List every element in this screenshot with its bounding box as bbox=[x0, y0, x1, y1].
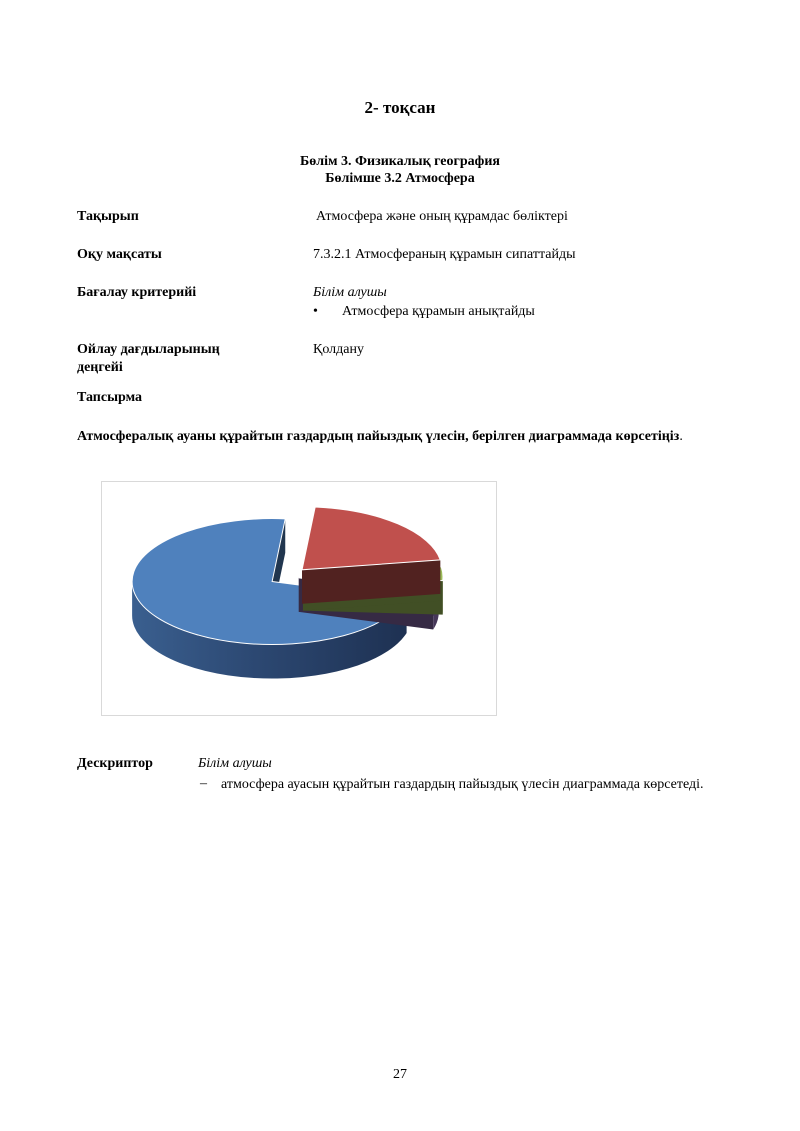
section-title: Бөлім 3. Физикалық география bbox=[299, 154, 500, 169]
criteria-intro: Білім алушы bbox=[313, 285, 387, 300]
pie-chart bbox=[102, 482, 496, 715]
topic-label: Тақырып bbox=[77, 209, 139, 224]
goal-value: 7.3.2.1 Атмосфераның құрамын сипаттайды bbox=[313, 247, 576, 262]
descriptor-item: атмосфера ауасын құрайтын газдардың пайыздық үлесін диаграммада көрсетеді. bbox=[221, 777, 704, 792]
task-text-bold: Атмосфералық ауаны құрайтын газдардың пайыздық үлесін, берілген диаграммада көрсетіңіз bbox=[77, 429, 680, 444]
pie-slice-top-1 bbox=[302, 507, 440, 570]
topic-value: Атмосфера және оның құрамдас бөліктері bbox=[316, 209, 568, 224]
task-label: Тапсырма bbox=[77, 390, 143, 405]
task-text bbox=[77, 428, 727, 446]
descriptor-label: Дескриптор bbox=[77, 756, 153, 771]
thinking-level-value: Қолдану bbox=[313, 342, 364, 357]
goal-label: Оқу мақсаты bbox=[77, 247, 162, 262]
task-text-end: . bbox=[679, 429, 683, 444]
criteria-item bbox=[313, 303, 535, 321]
bullet-icon: • bbox=[313, 304, 318, 319]
dash-icon: – bbox=[200, 776, 207, 791]
criteria-item-text: Атмосфера құрамын анықтайды bbox=[342, 304, 535, 319]
thinking-level-label-line2: деңгейі bbox=[77, 360, 123, 375]
thinking-level-label-line1: Ойлау дағдыларының bbox=[77, 342, 220, 357]
descriptor-intro: Білім алушы bbox=[198, 756, 272, 771]
pie-chart-frame bbox=[101, 481, 497, 716]
page-number: 27 bbox=[393, 1067, 407, 1082]
quarter-title: 2- тоқсан bbox=[364, 98, 436, 117]
subsection-title: Бөлімше 3.2 Атмосфера bbox=[325, 171, 475, 186]
pie-slice-1 bbox=[302, 507, 440, 604]
criteria-label: Бағалау критерийі bbox=[77, 285, 197, 300]
thinking-level-label bbox=[77, 341, 220, 377]
section-heading bbox=[0, 153, 800, 187]
